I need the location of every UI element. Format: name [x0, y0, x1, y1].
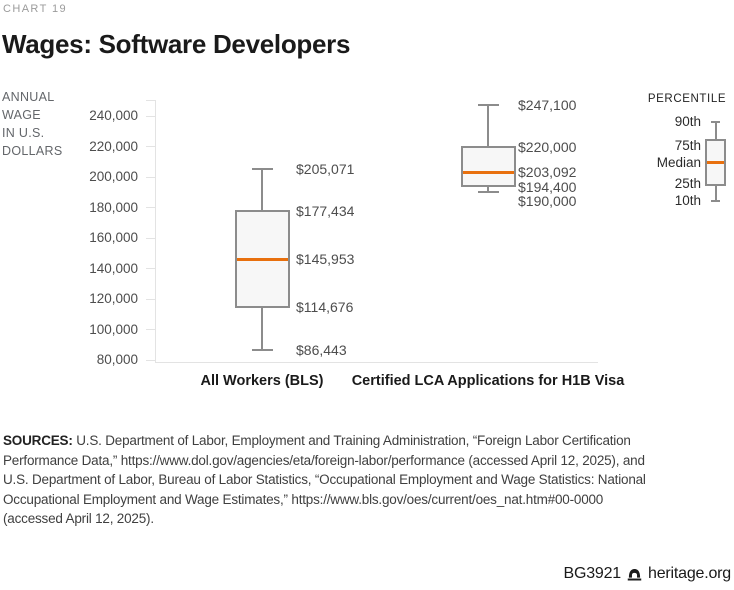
value-label: $194,400: [518, 178, 577, 195]
sources-line: U.S. Department of Labor, Bureau of Labor Statistics, “Occupational Employment and Wage Statistics: National: [3, 472, 646, 487]
median-line: [463, 171, 514, 174]
whisker-cap-bottom: [252, 349, 273, 351]
y-axis-unit-line: ANNUAL: [2, 90, 55, 104]
y-axis-tick-label: 140,000: [89, 260, 138, 276]
legend-label: 90th: [674, 114, 701, 129]
page-title: Wages: Software Developers: [2, 29, 351, 59]
sources-line: Occupational Employment and Wage Estimates,” https://www.bls.gov/oes/current/oes_nat.htm#00-0000: [3, 491, 604, 507]
y-axis-tick: [146, 238, 155, 239]
legend-label: 10th: [674, 193, 701, 208]
value-label: $114,676: [296, 299, 354, 316]
y-axis-tick: [146, 268, 155, 269]
whisker-upper: [261, 169, 263, 211]
legend-label: 25th: [674, 176, 701, 191]
y-axis-tick: [146, 177, 155, 178]
y-axis-tick-label: 120,000: [89, 291, 138, 306]
median-line: [237, 258, 288, 261]
y-axis-unit-line: IN U.S.: [2, 126, 45, 140]
y-axis-tick: [146, 207, 155, 208]
legend-median-line: [707, 161, 724, 164]
legend-whisker-upper: [715, 122, 717, 139]
value-label: $86,443: [296, 342, 347, 359]
sources-line: (accessed April 12, 2025).: [3, 511, 154, 526]
sources-label: SOURCES:: [3, 433, 73, 448]
y-axis-tick-label: 220,000: [89, 138, 138, 154]
y-axis-tick-label: 160,000: [89, 230, 138, 245]
value-label: $205,071: [296, 161, 355, 178]
sources-line: [3, 431, 731, 451]
document-id: BG3921: [563, 565, 621, 582]
sources-line: Performance Data,” https://www.dol.gov/agencies/eta/foreign-labor/performance (accessed April 12, 2025), and: [3, 452, 645, 468]
whisker-cap-top: [478, 104, 499, 106]
value-label: $190,000: [518, 193, 577, 210]
y-axis-tick-label: 80,000: [96, 352, 138, 367]
legend-label: Median: [656, 155, 701, 170]
iqr-box: [461, 146, 516, 187]
y-axis-tick-label: 240,000: [89, 108, 138, 123]
legend-title: PERCENTILE: [647, 93, 727, 105]
whisker-cap-bottom: [478, 191, 499, 193]
y-axis-tick: [146, 329, 155, 330]
site-link[interactable]: heritage.org: [648, 565, 731, 582]
legend-whisker-cap-top: [711, 121, 720, 123]
value-label: $220,000: [518, 138, 577, 155]
whisker-cap-top: [252, 168, 273, 170]
x-axis-line: [155, 362, 598, 363]
category-label: Certified LCA Applications for H1B Visa: [351, 373, 625, 389]
y-axis-tick: [146, 146, 155, 147]
category-label: All Workers (BLS): [200, 373, 324, 389]
sources-text: U.S. Department of Labor, Employment and Training Administration, “Foreign Labor Certification: [76, 433, 631, 448]
legend-label: 75th: [674, 138, 701, 153]
y-axis-tick-label: 200,000: [89, 169, 138, 184]
y-axis-tick: [146, 299, 155, 300]
y-axis-tick: [146, 360, 155, 361]
chart-number: CHART 19: [3, 3, 67, 15]
y-axis-tick-label: 180,000: [89, 199, 138, 215]
value-label: $145,953: [296, 251, 355, 268]
y-axis-end-tick: [146, 100, 155, 101]
value-label: $177,434: [296, 203, 355, 220]
value-label: $203,092: [518, 164, 577, 181]
y-axis-tick-label: 100,000: [89, 321, 138, 337]
y-axis-unit-line: WAGE: [2, 108, 41, 122]
value-label: $247,100: [518, 97, 577, 114]
footer-credit: [563, 565, 731, 583]
y-axis-line: [155, 100, 156, 362]
legend-whisker-cap-bottom: [711, 200, 720, 202]
legend-whisker-lower: [715, 186, 717, 201]
y-axis-tick: [146, 116, 155, 117]
y-axis-unit-line: DOLLARS: [2, 144, 63, 158]
sources-note: [3, 431, 731, 529]
whisker-upper: [487, 105, 489, 146]
whisker-lower: [261, 307, 263, 350]
liberty-bell-icon: [627, 567, 642, 582]
